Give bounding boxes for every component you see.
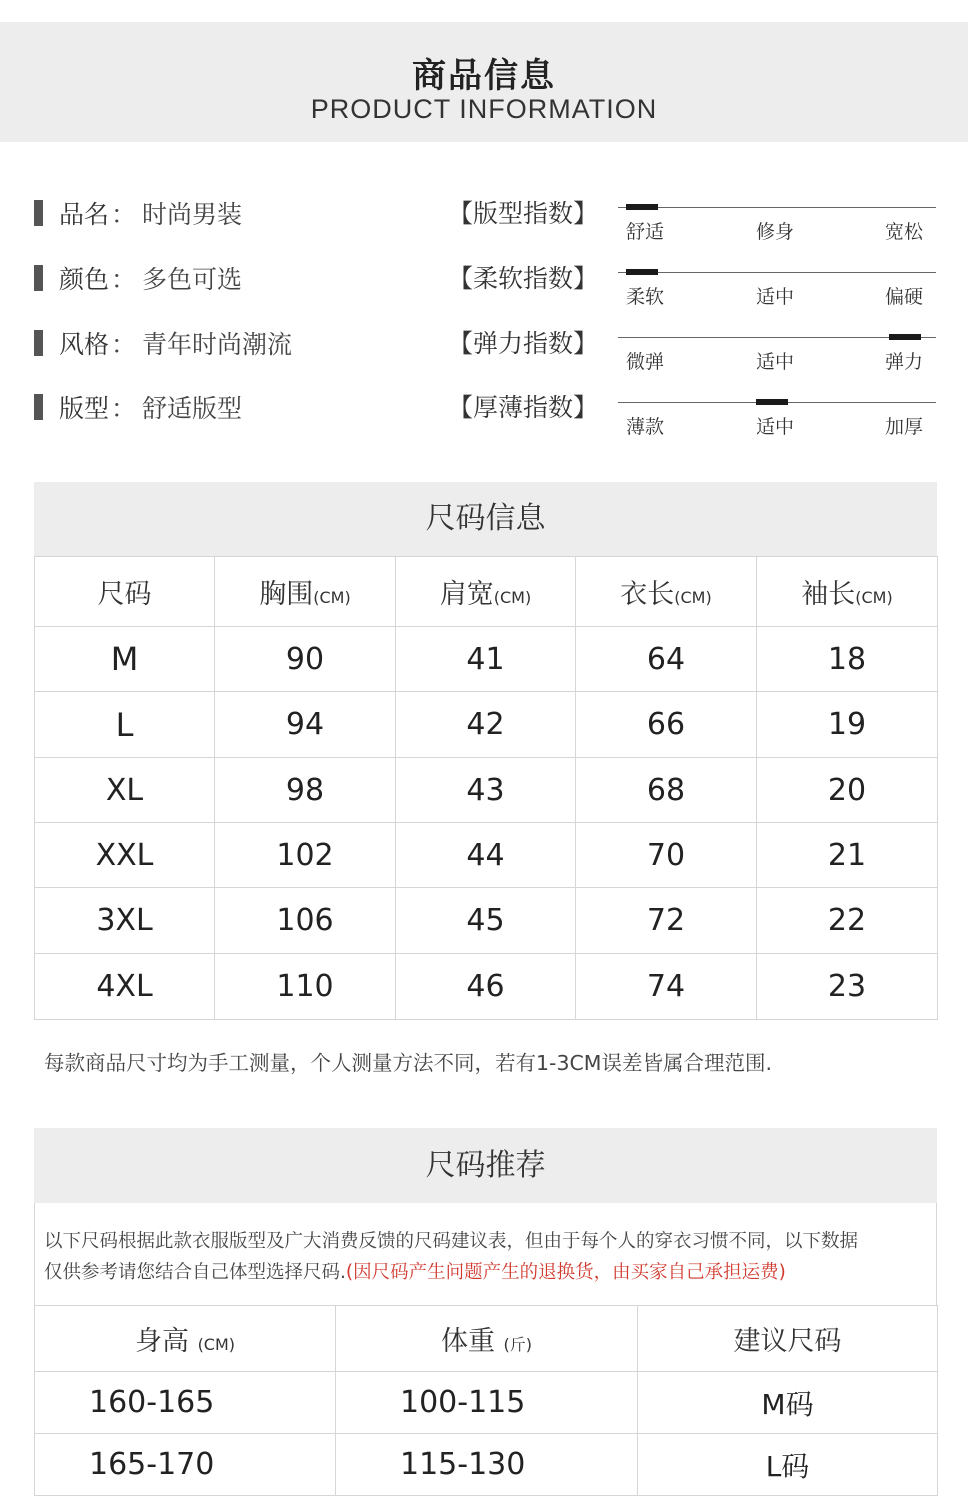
intro-line-1: 以下尺码根据此款衣服版型及广大消费反馈的尺码建议表，但由于每个人的穿衣习惯不同，以下数据 [44,1231,859,1252]
attribute-style [34,327,292,359]
chest-cell: 110 [215,954,396,1020]
attribute-color [34,262,242,294]
attribute-separator: ： [111,394,137,423]
scale-label: 柔软 [626,286,665,308]
table-row [35,758,938,823]
size-table-header-row [35,557,938,627]
scale-label: 薄款 [626,416,665,438]
size-rec-table [34,1305,938,1496]
intro-text: 仅供参考请您结合自己体型选择尺码. [44,1262,346,1283]
attribute-value: 时尚男装 [142,200,243,229]
scale-label: 修身 [756,221,795,243]
attribute-value: 舒适版型 [142,394,243,423]
size-cell: M [35,627,215,692]
index-title-thickness: 【厚薄指数】 [448,393,599,422]
header-chest: 胸围(CM) [215,557,396,627]
scale-label: 适中 [756,416,795,438]
size-cell: XL [35,758,215,823]
header-suggested-size: 建议尺码 [638,1306,938,1372]
scale-label: 偏硬 [885,286,924,308]
table-row [35,1434,938,1496]
size-info-title: 尺码信息 [34,482,937,556]
weight-cell: 115-130 [336,1434,638,1496]
chest-cell: 106 [215,888,396,954]
scale-marker [626,269,658,275]
sleeve-cell: 19 [757,692,938,758]
attribute-fit [34,391,242,423]
chest-cell: 94 [215,692,396,758]
attribute-key: 颜色 [59,265,110,294]
attribute-key: 版型 [59,394,110,423]
intro-line-2 [44,1258,786,1284]
bullet-bar [34,265,43,291]
shoulder-cell: 43 [396,758,576,823]
measurement-note: 每款商品尺寸均为手工测量，个人测量方法不同，若有1-3CM误差皆属合理范围. [44,1051,772,1075]
scale-label: 加厚 [885,416,924,438]
scale-label: 微弹 [626,351,665,373]
scale-line [618,207,936,208]
shoulder-cell: 44 [396,823,576,888]
attribute-key: 品名 [59,200,110,229]
shoulder-cell: 42 [396,692,576,758]
scale-marker [626,204,658,210]
header-weight: 体重 (斤) [336,1306,638,1372]
scale-label: 弹力 [885,351,924,373]
table-row [35,823,938,888]
table-row [35,1372,938,1434]
sleeve-cell: 22 [757,888,938,954]
size-cell: XXL [35,823,215,888]
shoulder-cell: 45 [396,888,576,954]
scale-label: 舒适 [626,221,665,243]
shoulder-cell: 41 [396,627,576,692]
bullet-bar [34,394,43,420]
weight-cell: 100-115 [336,1372,638,1434]
attribute-separator: ： [111,330,137,359]
size-cell: 4XL [35,954,215,1020]
table-row [35,954,938,1020]
table-row [35,692,938,758]
size-rec-title: 尺码推荐 [34,1128,937,1203]
table-row [35,627,938,692]
header-size: 尺码 [35,557,215,627]
sleeve-cell: 23 [757,954,938,1020]
suggested-size-cell: L码 [638,1434,938,1496]
sleeve-cell: 20 [757,758,938,823]
sleeve-cell: 18 [757,627,938,692]
index-scale-elasticity [618,337,936,377]
scale-marker [756,399,788,405]
header-sleeve: 袖长(CM) [757,557,938,627]
length-cell: 64 [576,627,757,692]
header-title-cn: 商品信息 [412,56,556,96]
header-title-en: PRODUCT INFORMATION [310,94,658,124]
scale-marker [889,334,921,340]
header-height: 身高 (CM) [35,1306,336,1372]
shoulder-cell: 46 [396,954,576,1020]
attribute-separator: ： [111,265,137,294]
length-cell: 72 [576,888,757,954]
sleeve-cell: 21 [757,823,938,888]
index-scale-fit [618,207,936,247]
height-cell: 160-165 [35,1372,336,1434]
attribute-value: 青年时尚潮流 [142,330,293,359]
chest-cell: 98 [215,758,396,823]
index-scale-thickness [618,402,936,442]
length-cell: 74 [576,954,757,1020]
height-cell: 165-170 [35,1434,336,1496]
product-info-header [0,22,968,142]
scale-line [618,272,936,273]
intro-warning: (因尺码产生问题产生的退换货，由买家自己承担运费) [345,1262,786,1283]
suggested-size-cell: M码 [638,1372,938,1434]
bullet-bar [34,330,43,356]
index-scale-softness [618,272,936,312]
rec-header-row [35,1306,938,1372]
length-cell: 66 [576,692,757,758]
index-title-fit: 【版型指数】 [448,199,599,228]
attribute-key: 风格 [59,330,110,359]
scale-label: 宽松 [885,221,924,243]
header-shoulder: 肩宽(CM) [396,557,576,627]
size-rec-intro [34,1203,937,1305]
size-cell: 3XL [35,888,215,954]
table-row [35,888,938,954]
attribute-name [34,197,242,229]
index-title-elasticity: 【弹力指数】 [448,329,599,358]
scale-label: 适中 [756,351,795,373]
length-cell: 68 [576,758,757,823]
chest-cell: 90 [215,627,396,692]
size-cell: L [35,692,215,758]
bullet-bar [34,200,43,226]
header-length: 衣长(CM) [576,557,757,627]
chest-cell: 102 [215,823,396,888]
length-cell: 70 [576,823,757,888]
size-table [34,556,938,1020]
scale-label: 适中 [756,286,795,308]
index-title-softness: 【柔软指数】 [448,264,599,293]
attribute-separator: ： [111,200,137,229]
attribute-value: 多色可选 [142,265,243,294]
